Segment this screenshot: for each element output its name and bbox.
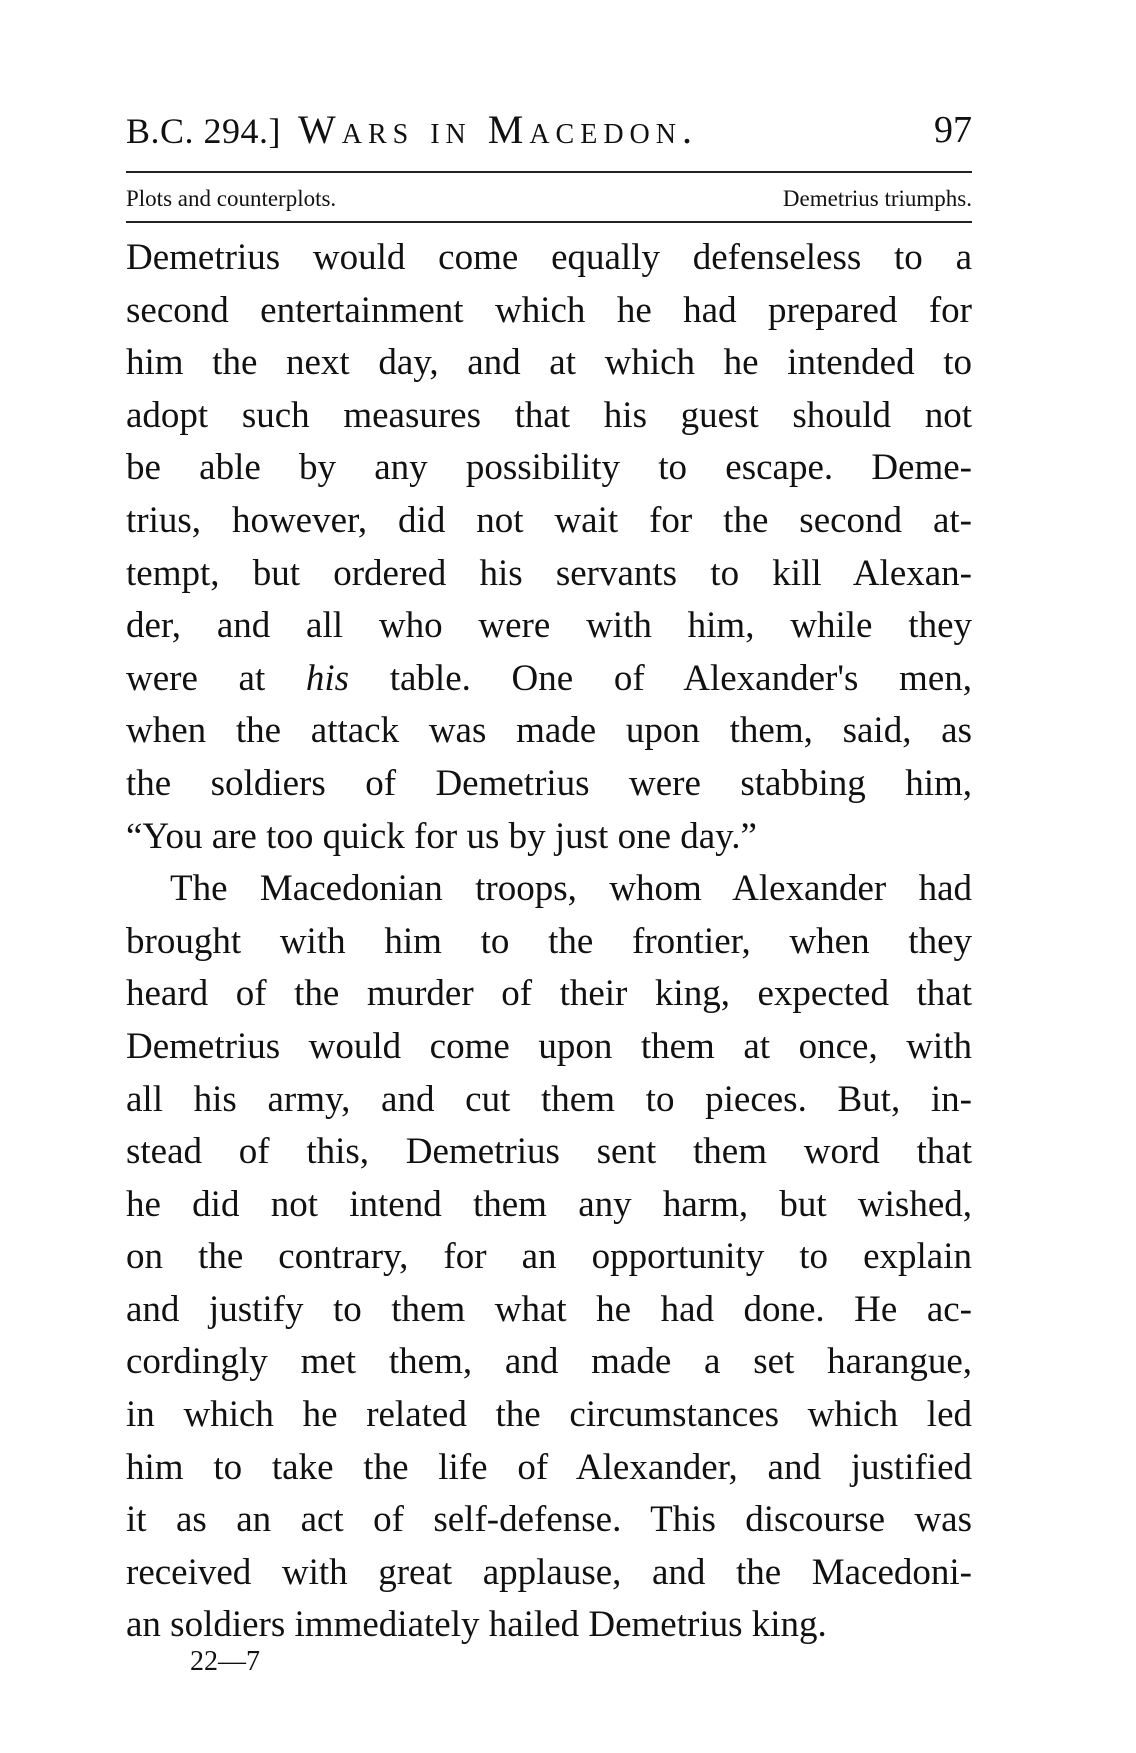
text-line: tempt, but ordered his servants to kill Alexan- bbox=[126, 552, 972, 594]
text-line: Demetrius would come upon them at once, with bbox=[126, 1025, 972, 1067]
text-line: cordingly met them, and made a set harangue, bbox=[126, 1341, 972, 1383]
text-line: the soldiers of Demetrius were stabbing him, bbox=[126, 762, 972, 804]
text-line: it as an act of self-defense. This discourse was bbox=[126, 1499, 972, 1541]
side-notes bbox=[126, 182, 972, 216]
running-head bbox=[126, 104, 972, 160]
text-line: an soldiers immediately hailed Demetrius king. bbox=[126, 1604, 827, 1646]
paragraph-2 bbox=[126, 863, 972, 1652]
header-rule-bottom bbox=[126, 221, 972, 223]
side-note-right: Demetrius triumphs. bbox=[782, 186, 972, 211]
text-line: he did not intend them any harm, but wished, bbox=[126, 1183, 972, 1225]
text-line: trius, however, did not wait for the second at- bbox=[126, 499, 972, 541]
paragraph-1 bbox=[126, 232, 972, 863]
side-note-left: Plots and counterplots. bbox=[126, 186, 337, 211]
text-line: brought with him to the frontier, when they bbox=[126, 920, 972, 962]
text-line: The Macedonian troops, whom Alexander had bbox=[170, 868, 972, 910]
text-line: heard of the murder of their king, expected that bbox=[126, 973, 972, 1015]
text-line: stead of this, Demetrius sent them word that bbox=[126, 1131, 972, 1173]
header-rule-top bbox=[126, 171, 972, 173]
text-line: der, and all who were with him, while they bbox=[126, 605, 972, 647]
emphasis: his bbox=[305, 657, 350, 699]
text-line: on the contrary, for an opportunity to explain bbox=[126, 1236, 972, 1278]
text-line: him to take the life of Alexander, and justified bbox=[126, 1446, 972, 1488]
header-title: Wars in Macedon. bbox=[298, 107, 698, 152]
header-date: B.C. 294.] bbox=[126, 111, 282, 151]
text-line: received with great applause, and the Macedoni- bbox=[126, 1551, 972, 1593]
text-line: when the attack was made upon them, said, as bbox=[126, 710, 972, 752]
text-line: in which he related the circumstances which led bbox=[126, 1394, 972, 1436]
text-line: all his army, and cut them to pieces. But, in- bbox=[126, 1078, 972, 1120]
text-line: second entertainment which he had prepared for bbox=[126, 289, 972, 331]
text-line: and justify to them what he had done. He ac- bbox=[126, 1288, 972, 1330]
body-text bbox=[126, 232, 972, 1652]
text-line: be able by any possibility to escape. Deme- bbox=[126, 447, 972, 489]
signature-mark: 22—7 bbox=[190, 1646, 260, 1677]
text-line: Demetrius would come equally defenseless to a bbox=[126, 237, 972, 278]
text-line: him the next day, and at which he intended to bbox=[126, 342, 972, 384]
text-line: adopt such measures that his guest should not bbox=[126, 394, 972, 436]
page-number: 97 bbox=[934, 109, 972, 151]
text-line: were at his table. One of Alexander's men, bbox=[126, 657, 972, 699]
text-line: “You are too quick for us by just one day.” bbox=[126, 815, 757, 857]
